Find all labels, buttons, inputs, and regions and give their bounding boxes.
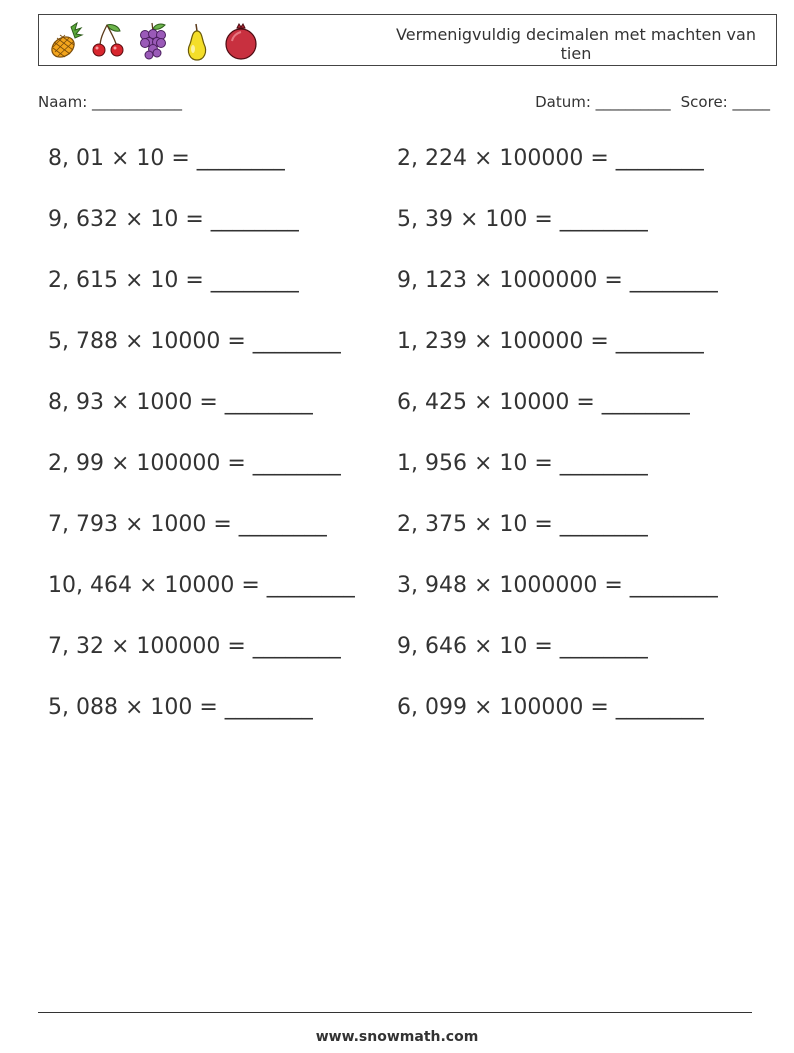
problem-left-3: 2, 615 × 10 = ________ (48, 268, 299, 293)
fruit-icons (43, 19, 263, 63)
footer-website: www.snowmath.com (315, 1029, 479, 1045)
problem-left-10: 5, 088 × 100 = ________ (48, 695, 313, 720)
problem-right-8: 3, 948 × 1000000 = ________ (397, 573, 718, 598)
problem-left-4: 5, 788 × 10000 = ________ (48, 329, 341, 354)
problem-left-2: 9, 632 × 10 = ________ (48, 207, 299, 232)
problem-left-5: 8, 93 × 1000 = ________ (48, 390, 313, 415)
problem-right-1: 2, 224 × 100000 = ________ (397, 146, 704, 171)
cherries-icon (87, 19, 131, 63)
worksheet-title: Vermenigvuldig decimalen met machten van tien (396, 25, 756, 63)
score-field: Score: _____ (680, 93, 770, 111)
problem-right-4: 1, 239 × 100000 = ________ (397, 329, 704, 354)
student-info-row (38, 93, 770, 115)
date-score-fields (535, 93, 770, 111)
problem-right-5: 6, 425 × 10000 = ________ (397, 390, 690, 415)
problem-right-7: 2, 375 × 10 = ________ (397, 512, 648, 537)
problem-left-9: 7, 32 × 100000 = ________ (48, 634, 341, 659)
problem-right-10: 6, 099 × 100000 = ________ (397, 695, 704, 720)
problem-right-9: 9, 646 × 10 = ________ (397, 634, 648, 659)
name-field: Naam: ____________ (38, 93, 183, 111)
problem-right-3: 9, 123 × 1000000 = ________ (397, 268, 718, 293)
pomegranate-icon (219, 19, 263, 63)
date-field: Datum: __________ (535, 93, 671, 111)
problem-left-7: 7, 793 × 1000 = ________ (48, 512, 327, 537)
problem-left-6: 2, 99 × 100000 = ________ (48, 451, 341, 476)
problem-right-6: 1, 956 × 10 = ________ (397, 451, 648, 476)
problem-left-8: 10, 464 × 10000 = ________ (48, 573, 355, 598)
footer-divider (38, 1012, 752, 1013)
problem-left-1: 8, 01 × 10 = ________ (48, 146, 285, 171)
pear-icon (175, 19, 219, 63)
grapes-icon (131, 19, 175, 63)
problem-right-2: 5, 39 × 100 = ________ (397, 207, 648, 232)
pineapple-icon (43, 19, 87, 63)
worksheet-header (38, 14, 777, 66)
